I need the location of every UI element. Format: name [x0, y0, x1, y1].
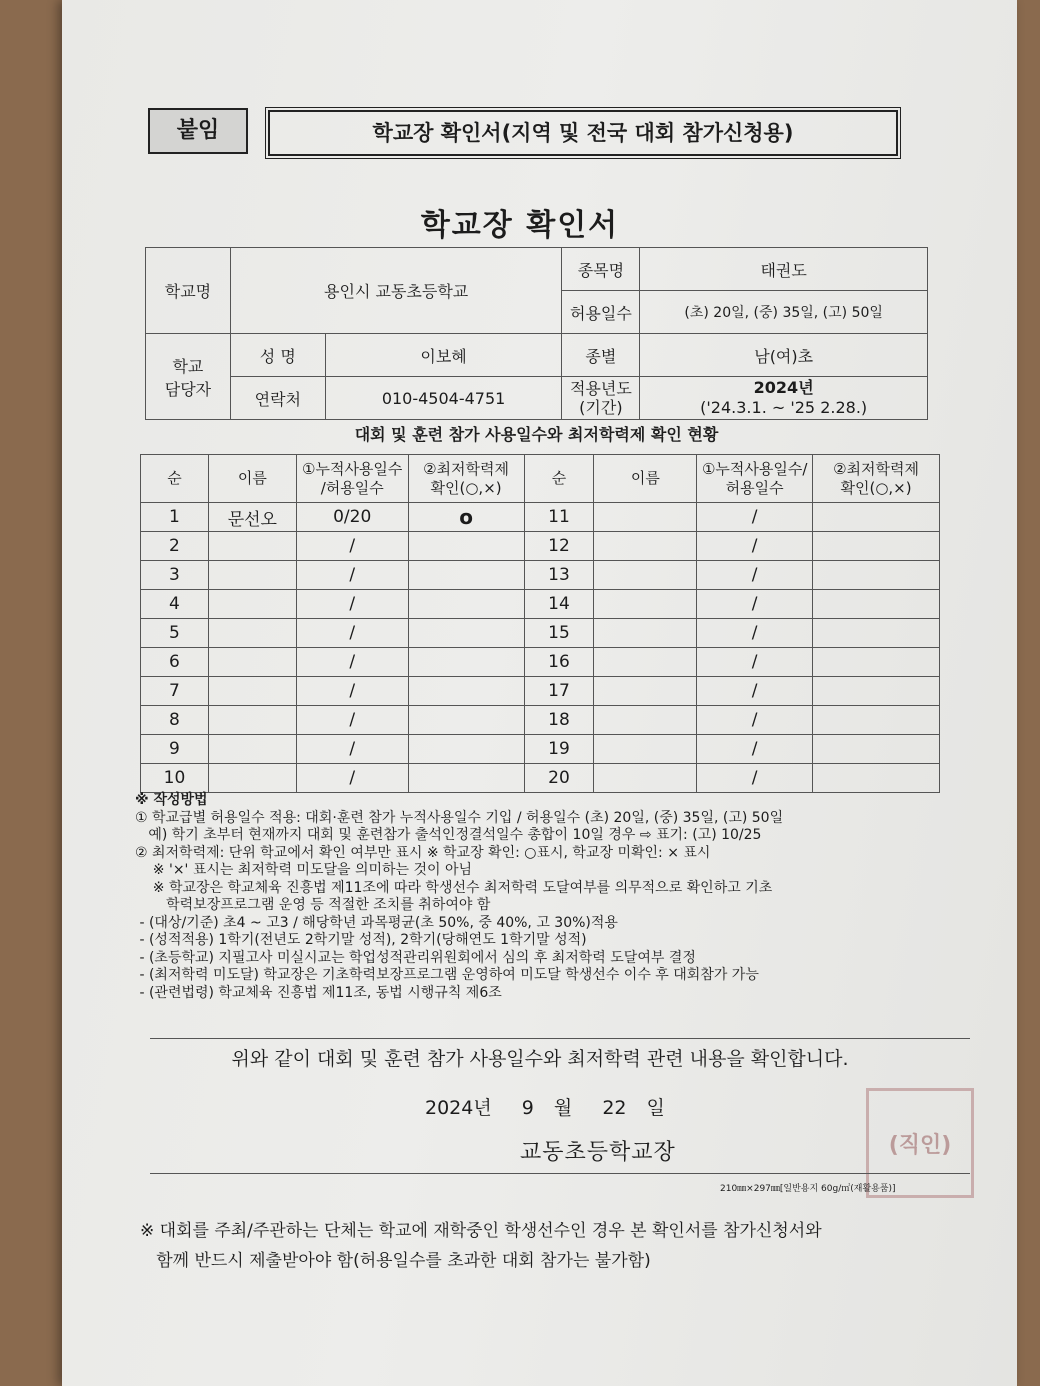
- note-line: ① 학교급별 허용일수 적용: 대회·훈련 참가 누적사용일수 기입 / 허용일수 (초) 20일, (중) 35일, (고) 50일: [135, 809, 784, 826]
- cell-name: [594, 706, 697, 735]
- cell-check: [813, 648, 940, 677]
- table-row: [141, 590, 940, 619]
- year-label: 적용년도: [569, 379, 632, 398]
- date-day-unit: 일: [646, 1097, 665, 1119]
- cell-used: /: [697, 706, 813, 735]
- footer-line: 함께 반드시 제출받아야 함(허용일수를 초과한 대회 참가는 불가함): [140, 1251, 651, 1271]
- cell-name: [208, 648, 296, 677]
- status-subtitle: 대회 및 훈련 참가 사용일수와 최저학력제 확인 현황: [354, 425, 719, 444]
- header-check-line1: ②최저학력제: [423, 459, 510, 478]
- cell-check: [813, 503, 940, 532]
- cell-no: 5: [141, 619, 209, 648]
- cell-used: /: [697, 677, 813, 706]
- cell-name: 문선오: [208, 503, 296, 532]
- table-row: [141, 503, 940, 532]
- cell-used: /: [697, 764, 813, 793]
- cell-name: [208, 561, 296, 590]
- status-table: [140, 454, 940, 793]
- cell-no: 18: [524, 706, 594, 735]
- header-check-line2: 확인(○,×): [430, 478, 502, 497]
- cell-no: 9: [141, 735, 209, 764]
- cell-no: 14: [524, 590, 594, 619]
- cell-name: [594, 764, 697, 793]
- cell-no: 8: [141, 706, 209, 735]
- divider: [150, 1038, 970, 1039]
- note-line: ※ '×' 표시는 최저학력 미도달을 의미하는 것이 아님: [135, 862, 473, 878]
- allowed-days-value: (초) 20일, (중) 35일, (고) 50일: [640, 291, 928, 334]
- school-name-value: 용인시 교동초등학교: [230, 248, 562, 334]
- cell-no: 12: [524, 532, 594, 561]
- cell-used: /: [296, 735, 408, 764]
- header-used: [697, 455, 813, 503]
- cell-check: [408, 532, 524, 561]
- header-no: 순: [141, 455, 209, 503]
- cell-check: o: [408, 503, 524, 532]
- cell-name: [208, 677, 296, 706]
- allowed-days-label: 허용일수: [562, 291, 640, 334]
- cell-name: [208, 532, 296, 561]
- cell-no: 2: [141, 532, 209, 561]
- period-label: (기간): [579, 398, 623, 417]
- event-label: 종목명: [562, 248, 640, 291]
- year-value-cell: [640, 377, 928, 420]
- cell-no: 6: [141, 648, 209, 677]
- cell-check: [408, 735, 524, 764]
- header-used-line1: ①누적사용일수/: [701, 459, 808, 478]
- cell-name: [208, 706, 296, 735]
- cell-name: [208, 619, 296, 648]
- cell-no: 7: [141, 677, 209, 706]
- cell-check: [408, 648, 524, 677]
- cell-check: [408, 561, 524, 590]
- cell-used: /: [296, 648, 408, 677]
- cell-used: /: [296, 764, 408, 793]
- note-line: - (관련법령) 학교체육 진흥법 제11조, 동법 시행규칙 제6조: [135, 984, 502, 1001]
- school-info-table: [145, 247, 928, 420]
- cell-no: 10: [141, 764, 209, 793]
- cell-check: [813, 764, 940, 793]
- cell-used: /: [296, 561, 408, 590]
- table-row: [141, 735, 940, 764]
- cell-name: [594, 561, 697, 590]
- cell-no: 16: [524, 648, 594, 677]
- cell-used: /: [296, 706, 408, 735]
- cell-name: [594, 735, 697, 764]
- table-row: [141, 764, 940, 793]
- cell-used: /: [296, 590, 408, 619]
- cell-used: /: [697, 561, 813, 590]
- date-month: 9: [521, 1097, 534, 1119]
- year-label-cell: [562, 377, 640, 420]
- header-title: 학교장 확인서(지역 및 전국 대회 참가신청용): [268, 110, 898, 156]
- cell-no: 3: [141, 561, 209, 590]
- cell-no: 19: [524, 735, 594, 764]
- cell-check: [813, 677, 940, 706]
- cell-used: /: [296, 677, 408, 706]
- school-name-label: 학교명: [146, 248, 231, 334]
- cell-no: 15: [524, 619, 594, 648]
- table-row: [141, 619, 940, 648]
- divider: [150, 1173, 970, 1174]
- cell-name: [594, 648, 697, 677]
- header-used: [296, 455, 408, 503]
- cell-used: /: [697, 648, 813, 677]
- cell-name: [208, 590, 296, 619]
- cell-check: [408, 590, 524, 619]
- note-line: - (초등학교) 지필고사 미실시교는 학업성적관리위원회에서 심의 후 최저학력 도달여부 결정: [135, 949, 696, 966]
- attachment-tag: 붙임: [148, 108, 248, 154]
- cell-used: /: [296, 532, 408, 561]
- cell-no: 17: [524, 677, 594, 706]
- cell-check: [408, 619, 524, 648]
- cell-name: [594, 677, 697, 706]
- header-name: 이름: [208, 455, 296, 503]
- header-used-line2: /허용일수: [320, 478, 384, 497]
- principal-title: 교동초등학교장: [520, 1140, 676, 1165]
- cell-used: /: [697, 532, 813, 561]
- notes-heading: ※ 작성방법: [135, 792, 208, 808]
- issue-date: [425, 1093, 665, 1120]
- header-name: 이름: [594, 455, 697, 503]
- table-row: [141, 561, 940, 590]
- cell-no: 11: [524, 503, 594, 532]
- footer-note: [140, 1216, 960, 1276]
- header-used-line2: 허용일수: [725, 478, 784, 497]
- cell-no: 1: [141, 503, 209, 532]
- header-check: [813, 455, 940, 503]
- table-row: [141, 648, 940, 677]
- date-month-unit: 월: [553, 1097, 573, 1119]
- header-check-line2: 확인(○,×): [840, 478, 912, 497]
- period-value: ('24.3.1. ~ '25 2.28.): [700, 398, 868, 417]
- note-line: ② 최저학력제: 단위 학교에서 확인 여부만 표시 ※ 학교장 확인: ○표시, 학교장 미확인: × 표시: [135, 844, 711, 861]
- note-line: - (대상/기준) 초4 ~ 고3 / 해당학년 과목평균(초 50%, 중 40%, 고 30%)적용: [135, 914, 618, 931]
- note-line: ※ 학교장은 학교체육 진흥법 제11조에 따라 학생선수 최저학력 도달여부를 의무적으로 확인하고 기초: [135, 879, 773, 896]
- note-line: 학력보장프로그램 운영 등 적절한 조치를 취하여야 함: [135, 897, 491, 913]
- cell-used: /: [296, 619, 408, 648]
- cell-no: 20: [524, 764, 594, 793]
- table-row: [141, 677, 940, 706]
- document-title: 학교장 확인서: [420, 208, 620, 243]
- cell-used: /: [697, 735, 813, 764]
- cell-no: 4: [141, 590, 209, 619]
- contact-label: 연락처: [230, 377, 325, 420]
- cell-name: [208, 735, 296, 764]
- cell-check: [813, 735, 940, 764]
- cell-check: [813, 706, 940, 735]
- cell-used: /: [697, 503, 813, 532]
- cell-no: 13: [524, 561, 594, 590]
- date-day: 22: [602, 1097, 627, 1119]
- year-value: 2024년: [753, 378, 814, 397]
- confirmation-statement: 위와 같이 대회 및 훈련 참가 사용일수와 최저학력 관련 내용을 확인합니다.: [231, 1048, 849, 1070]
- contact-value: 010-4504-4751: [325, 377, 562, 420]
- note-line: - (성적적용) 1학기(전년도 2학기말 성적), 2학기(당해연도 1학기말 성적): [135, 932, 587, 948]
- event-value: 태권도: [640, 248, 928, 291]
- header-no: 순: [524, 455, 594, 503]
- seal-text: (직인): [888, 1132, 952, 1158]
- header-check-line1: ②최저학력제: [833, 459, 919, 478]
- cell-check: [813, 619, 940, 648]
- gender-label: 종별: [562, 334, 640, 377]
- note-line: 예) 학기 초부터 현재까지 대회 및 훈련참가 출석인정결석일수 총합이 10일 경우 ⇨ 표기: (고) 10/25: [135, 827, 762, 843]
- cell-name: [594, 503, 697, 532]
- gender-value: 남(여)초: [640, 334, 928, 377]
- table-row: [141, 706, 940, 735]
- paper-spec: 210㎜×297㎜[일반용지 60g/㎡(재활용품)]: [720, 1184, 896, 1194]
- note-line: - (최저학력 미도달) 학교장은 기초학력보장프로그램 운영하여 미도달 학생선수 이수 후 대회참가 가능: [135, 967, 759, 983]
- date-year: 2024년: [425, 1097, 492, 1119]
- cell-used: /: [697, 590, 813, 619]
- cell-used: 0/20: [296, 503, 408, 532]
- cell-check: [813, 561, 940, 590]
- cell-check: [408, 764, 524, 793]
- cell-used: /: [697, 619, 813, 648]
- notes-section: [135, 792, 955, 1002]
- name-value: 이보혜: [325, 334, 562, 377]
- cell-name: [208, 764, 296, 793]
- header-used-line1: ①누적사용일수: [302, 459, 403, 478]
- cell-check: [813, 532, 940, 561]
- cell-check: [408, 677, 524, 706]
- table-row: [141, 532, 940, 561]
- cell-name: [594, 590, 697, 619]
- cell-check: [408, 706, 524, 735]
- cell-name: [594, 532, 697, 561]
- cell-name: [594, 619, 697, 648]
- header-check: [408, 455, 524, 503]
- footer-line: ※ 대회를 주최/주관하는 단체는 학교에 재학중인 학생선수인 경우 본 확인서를 참가신청서와: [140, 1221, 822, 1241]
- name-label: 성 명: [230, 334, 325, 377]
- manager-label: 학교 담당자: [146, 334, 231, 420]
- cell-check: [813, 590, 940, 619]
